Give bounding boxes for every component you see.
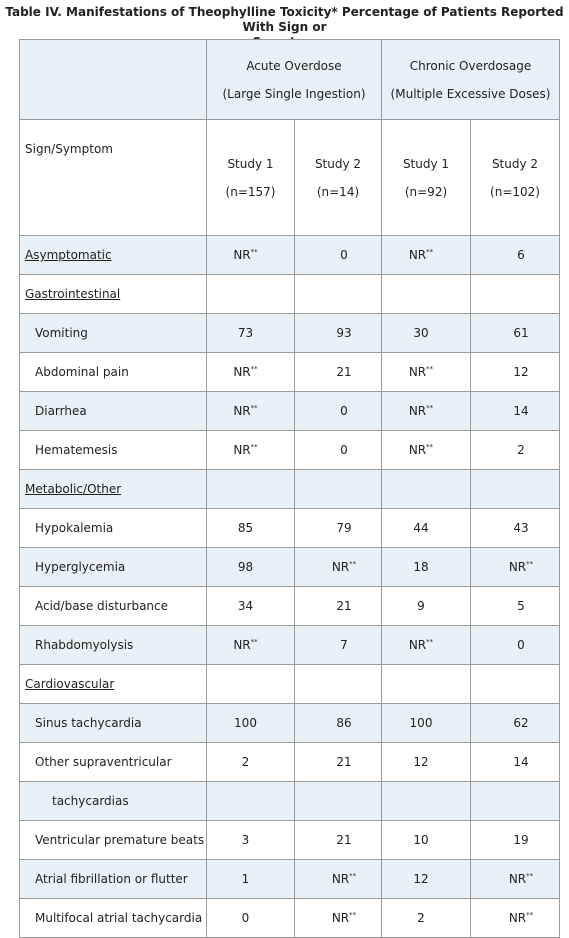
not-reported-marker: ** — [526, 872, 534, 880]
cell-value: 21 — [336, 833, 352, 847]
table-row — [20, 548, 560, 587]
value-cell — [295, 782, 382, 821]
acute-overdose-title: Acute Overdose — [246, 58, 342, 73]
table-row — [20, 743, 560, 782]
cell-value: 86 — [336, 716, 352, 730]
value-cell — [382, 587, 471, 626]
acute-overdose-header — [207, 40, 382, 120]
cell-value: 21 — [336, 599, 352, 613]
value-cell — [382, 431, 471, 470]
cell-value: 73 — [237, 326, 254, 340]
value-cell — [471, 353, 560, 392]
value-cell — [295, 665, 382, 704]
cell-value: 30 — [413, 326, 429, 340]
cell-value: 0 — [517, 638, 525, 652]
not-reported-marker: ** — [426, 404, 434, 412]
table-row — [20, 587, 560, 626]
value-cell — [295, 275, 382, 314]
table-row — [20, 626, 560, 665]
value-cell — [382, 821, 471, 860]
value-cell — [382, 275, 471, 314]
study-name: Study 1 — [227, 156, 274, 171]
value-cell — [295, 509, 382, 548]
value-cell — [207, 314, 295, 353]
cell-value: 0 — [340, 443, 348, 457]
cell-value: 12 — [513, 365, 529, 379]
value-cell — [295, 392, 382, 431]
chronic-overdosage-header — [382, 40, 560, 120]
value-cell — [382, 353, 471, 392]
cell-value: 0 — [241, 911, 250, 925]
not-reported-marker: ** — [349, 911, 357, 919]
value-cell — [382, 509, 471, 548]
table-row — [20, 236, 560, 275]
symptom-label: Atrial fibrillation or flutter — [20, 860, 207, 899]
not-reported-marker: ** — [426, 638, 434, 646]
value-cell — [295, 236, 382, 275]
cell-value: 6 — [517, 248, 525, 262]
cell-value: 43 — [513, 521, 529, 535]
study-header-chronic-2 — [471, 120, 560, 236]
table-row — [20, 821, 560, 860]
cell-value: 62 — [513, 716, 529, 730]
symptom-label: Abdominal pain — [20, 353, 207, 392]
value-cell — [471, 509, 560, 548]
table-row — [20, 665, 560, 704]
cell-value: NR** — [408, 443, 434, 457]
study-name: Study 2 — [314, 156, 362, 171]
symptom-label: Other supraventricular — [20, 743, 207, 782]
cell-value: 14 — [513, 755, 529, 769]
value-cell — [471, 470, 560, 509]
value-cell — [471, 743, 560, 782]
not-reported-marker: ** — [426, 443, 434, 451]
value-cell — [471, 236, 560, 275]
cell-value: 98 — [237, 560, 254, 574]
value-cell — [207, 509, 295, 548]
symptom-label: Metabolic/Other — [20, 470, 207, 509]
value-cell — [471, 860, 560, 899]
cell-value: NR** — [331, 872, 357, 886]
not-reported-marker: ** — [526, 911, 534, 919]
cell-value: NR** — [408, 248, 434, 262]
value-cell — [471, 431, 560, 470]
not-reported-marker: ** — [250, 638, 258, 646]
value-cell — [295, 431, 382, 470]
value-cell — [207, 275, 295, 314]
value-cell — [207, 704, 295, 743]
value-cell — [207, 743, 295, 782]
header-row-studies — [20, 120, 560, 236]
table-row — [20, 704, 560, 743]
not-reported-marker: ** — [526, 560, 534, 568]
value-cell — [471, 626, 560, 665]
cell-value: 18 — [413, 560, 429, 574]
table-caption — [0, 0, 569, 34]
study-header-chronic-1 — [382, 120, 471, 236]
not-reported-marker: ** — [349, 560, 357, 568]
value-cell — [207, 587, 295, 626]
value-cell — [471, 899, 560, 938]
value-cell — [207, 899, 295, 938]
cell-value: 100 — [409, 716, 433, 730]
symptom-label: Hypokalemia — [20, 509, 207, 548]
value-cell — [471, 548, 560, 587]
cell-value: 12 — [413, 872, 429, 886]
cell-value: NR** — [508, 872, 534, 886]
not-reported-marker: ** — [426, 365, 434, 373]
symptom-label: Hematemesis — [20, 431, 207, 470]
value-cell — [471, 587, 560, 626]
table-row — [20, 314, 560, 353]
value-cell — [471, 392, 560, 431]
cell-value: 9 — [417, 599, 425, 613]
study-n: (n=14) — [316, 184, 360, 199]
value-cell — [207, 236, 295, 275]
sign-symptom-header — [20, 120, 207, 236]
symptom-label: Sinus tachycardia — [20, 704, 207, 743]
symptom-label: Cardiovascular — [20, 665, 207, 704]
value-cell — [382, 899, 471, 938]
value-cell — [207, 782, 295, 821]
cell-value: 0 — [340, 248, 348, 262]
value-cell — [207, 431, 295, 470]
value-cell — [295, 821, 382, 860]
value-cell — [382, 665, 471, 704]
not-reported-marker: ** — [250, 404, 258, 412]
value-cell — [382, 548, 471, 587]
cell-value: 21 — [336, 755, 352, 769]
cell-value: 100 — [234, 716, 257, 730]
cell-value: NR** — [233, 443, 258, 457]
not-reported-marker: ** — [250, 248, 258, 256]
cell-value: NR** — [233, 638, 258, 652]
cell-value: NR** — [233, 404, 258, 418]
value-cell — [471, 665, 560, 704]
symptom-label: Acid/base disturbance — [20, 587, 207, 626]
value-cell — [207, 548, 295, 587]
value-cell — [207, 665, 295, 704]
cell-value: 61 — [513, 326, 529, 340]
study-header-acute-2 — [295, 120, 382, 236]
cell-value: NR** — [331, 560, 357, 574]
cell-value: 34 — [237, 599, 254, 613]
cell-value: 21 — [336, 365, 352, 379]
cell-value: 2 — [241, 755, 250, 769]
table-row — [20, 860, 560, 899]
cell-value: 1 — [241, 872, 250, 886]
table-row — [20, 392, 560, 431]
value-cell — [382, 860, 471, 899]
sign-symptom-label: Sign/Symptom — [25, 142, 113, 156]
header-corner-cell — [20, 40, 207, 120]
table-row — [20, 509, 560, 548]
symptom-label: Ventricular premature beats — [20, 821, 207, 860]
value-cell — [382, 704, 471, 743]
value-cell — [207, 821, 295, 860]
table-body — [20, 236, 560, 938]
cell-value: NR** — [408, 638, 434, 652]
cell-value: 10 — [413, 833, 429, 847]
cell-value: 44 — [413, 521, 429, 535]
symptom-label: Diarrhea — [20, 392, 207, 431]
value-cell — [382, 470, 471, 509]
cell-value: 3 — [241, 833, 250, 847]
study-n: (n=157) — [225, 184, 276, 199]
header-row-group — [20, 40, 560, 120]
cell-value: 7 — [340, 638, 348, 652]
not-reported-marker: ** — [250, 365, 258, 373]
value-cell — [207, 470, 295, 509]
table-row — [20, 470, 560, 509]
cell-value: 14 — [513, 404, 529, 418]
cell-value: 12 — [413, 755, 429, 769]
cell-value: 5 — [517, 599, 525, 613]
table-row — [20, 782, 560, 821]
value-cell — [207, 626, 295, 665]
study-n: (n=92) — [404, 184, 448, 199]
value-cell — [382, 743, 471, 782]
table-row — [20, 899, 560, 938]
cell-value: 19 — [513, 833, 529, 847]
value-cell — [295, 353, 382, 392]
not-reported-marker: ** — [250, 443, 258, 451]
symptom-label: Asymptomatic — [20, 236, 207, 275]
value-cell — [295, 626, 382, 665]
value-cell — [295, 587, 382, 626]
cell-value: NR** — [233, 365, 258, 379]
table-row — [20, 431, 560, 470]
value-cell — [471, 704, 560, 743]
value-cell — [295, 314, 382, 353]
cell-value: NR** — [233, 248, 258, 262]
chronic-overdosage-title: Chronic Overdosage — [409, 58, 532, 73]
study-name: Study 1 — [402, 156, 450, 171]
symptom-label: Rhabdomyolysis — [20, 626, 207, 665]
value-cell — [207, 860, 295, 899]
value-cell — [471, 821, 560, 860]
symptom-label: Gastrointestinal — [20, 275, 207, 314]
table-row — [20, 353, 560, 392]
table-row — [20, 275, 560, 314]
cell-value: 85 — [237, 521, 254, 535]
value-cell — [382, 626, 471, 665]
study-header-acute-1 — [207, 120, 295, 236]
cell-value: 0 — [340, 404, 348, 418]
cell-value: NR** — [331, 911, 357, 925]
value-cell — [295, 860, 382, 899]
cell-value: NR** — [408, 365, 434, 379]
value-cell — [207, 353, 295, 392]
cell-value: 79 — [336, 521, 352, 535]
toxicity-table — [19, 39, 560, 938]
value-cell — [295, 743, 382, 782]
cell-value: NR** — [408, 404, 434, 418]
value-cell — [295, 704, 382, 743]
value-cell — [207, 392, 295, 431]
value-cell — [471, 314, 560, 353]
study-n: (n=102) — [490, 184, 540, 199]
cell-value: NR** — [508, 911, 534, 925]
cell-value: NR** — [508, 560, 534, 574]
not-reported-marker: ** — [349, 872, 357, 880]
symptom-label: Multifocal atrial tachycardia — [20, 899, 207, 938]
value-cell — [295, 899, 382, 938]
value-cell — [382, 392, 471, 431]
caption-line-1: Table IV. Manifestations of Theophylline Toxicity* Percentage of Patients Reported With Sign or — [5, 5, 564, 34]
study-name: Study 2 — [491, 156, 539, 171]
cell-value: 2 — [517, 443, 525, 457]
value-cell — [295, 470, 382, 509]
cell-value: 93 — [336, 326, 352, 340]
chronic-overdosage-subtitle: (Multiple Excessive Doses) — [390, 86, 551, 101]
symptom-label: Hyperglycemia — [20, 548, 207, 587]
symptom-label: Vomiting — [20, 314, 207, 353]
cell-value: 2 — [417, 911, 425, 925]
symptom-label: tachycardias — [20, 782, 207, 821]
value-cell — [471, 275, 560, 314]
value-cell — [382, 314, 471, 353]
value-cell — [471, 782, 560, 821]
value-cell — [382, 236, 471, 275]
value-cell — [382, 782, 471, 821]
not-reported-marker: ** — [426, 248, 434, 256]
value-cell — [295, 548, 382, 587]
acute-overdose-subtitle: (Large Single Ingestion) — [222, 86, 366, 101]
